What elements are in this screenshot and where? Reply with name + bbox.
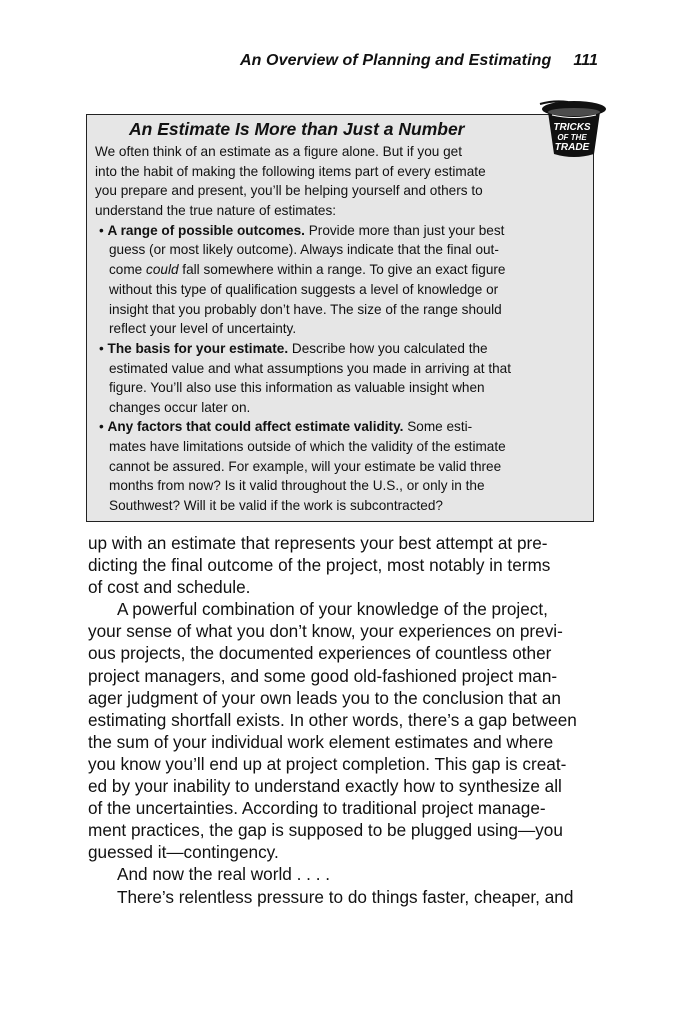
body-line: ager judgment of your own leads you to the conclusion that an — [88, 687, 561, 708]
bullet-2-line: estimated value and what assumptions you made in arriving at that — [109, 361, 511, 376]
body-line: ous projects, the documented experiences of countless other — [88, 643, 552, 664]
body-line: dicting the final outcome of the project, most notably in terms — [88, 555, 551, 576]
tricks-sidebar — [86, 114, 594, 522]
body-line: of the uncertainties. According to traditional project manage- — [88, 798, 546, 819]
bullet-3-line: mates have limitations outside of which the validity of the estimate — [109, 439, 506, 454]
body-text — [88, 532, 598, 908]
bullet-1-line: reflect your level of uncertainty. — [109, 321, 297, 336]
body-line: ed by your inability to understand exactly how to synthesize all — [88, 776, 562, 797]
body-line: And now the real world . . . . — [117, 864, 331, 885]
body-line: your sense of what you don’t know, your experiences on previ- — [88, 621, 563, 642]
page-number: 111 — [573, 52, 598, 69]
bullet-3-line: cannot be assured. For example, will your estimate be valid three — [109, 459, 502, 474]
body-line: of cost and schedule. — [88, 577, 251, 598]
body-line: up with an estimate that represents your best attempt at pre- — [88, 533, 548, 553]
bullet-1-lead: A range of possible outcomes. — [107, 223, 305, 238]
bullet-3-line: months from now? Is it valid throughout the U.S., or only in the — [109, 478, 485, 493]
bullet-2-first-line: • The basis for your estimate. Describe how you calculated the — [99, 341, 488, 356]
bullet-1-first-line: • A range of possible outcomes. Provide more than just your best — [99, 223, 505, 238]
body-line: ment practices, the gap is supposed to be plugged using—you — [88, 820, 563, 841]
bullet-1-line: insight that you probably don’t have. The size of the range should — [109, 302, 502, 317]
sidebar-intro-line: understand the true nature of estimates: — [95, 203, 337, 218]
body-line: guessed it—contingency. — [88, 842, 279, 863]
body-line: you know you’ll end up at project completion. This gap is creat- — [88, 753, 567, 774]
body-line: estimating shortfall exists. In other words, there’s a gap between — [88, 709, 577, 730]
tricks-of-the-trade-badge: TRICKS OF THE TRADE — [534, 98, 610, 162]
bullet-1-line: without this type of qualification suggests a level of knowledge or — [109, 282, 499, 297]
header-title: An Overview of Planning and Estimating — [239, 52, 552, 69]
bullet-2-line: changes occur later on. — [109, 400, 251, 415]
sidebar-title: An Estimate Is More than Just a Number — [129, 119, 465, 139]
body-line: the sum of your individual work element estimates and where — [88, 731, 554, 752]
running-header — [0, 52, 598, 70]
bullet-3-line: Southwest? Will it be valid if the work is subcontracted? — [109, 498, 443, 513]
body-line: A powerful combination of your knowledge of the project, — [117, 599, 548, 620]
bullet-1-line: come could fall somewhere within a range. To give an exact figure — [109, 262, 506, 277]
bullet-1-line: guess (or most likely outcome). Always indicate that the final out- — [109, 242, 499, 257]
bullet-2-line: figure. You’ll also use this information as valuable insight when — [109, 380, 485, 395]
bullet-3-lead: Any factors that could affect estimate validity. — [107, 419, 404, 434]
sidebar-intro-line: into the habit of making the following items part of every estimate — [95, 164, 486, 179]
body-line: There’s relentless pressure to do things faster, cheaper, and — [117, 886, 574, 907]
body-line: project managers, and some good old-fashioned project man- — [88, 665, 558, 686]
sidebar-intro-line: We often think of an estimate as a figure alone. But if you get — [95, 144, 462, 159]
bullet-3-first-line: • Any factors that could affect estimate validity. Some esti- — [99, 419, 473, 434]
bullet-2-lead: The basis for your estimate. — [107, 341, 289, 356]
sidebar-intro-line: you prepare and present, you’ll be helping yourself and others to — [95, 183, 483, 198]
